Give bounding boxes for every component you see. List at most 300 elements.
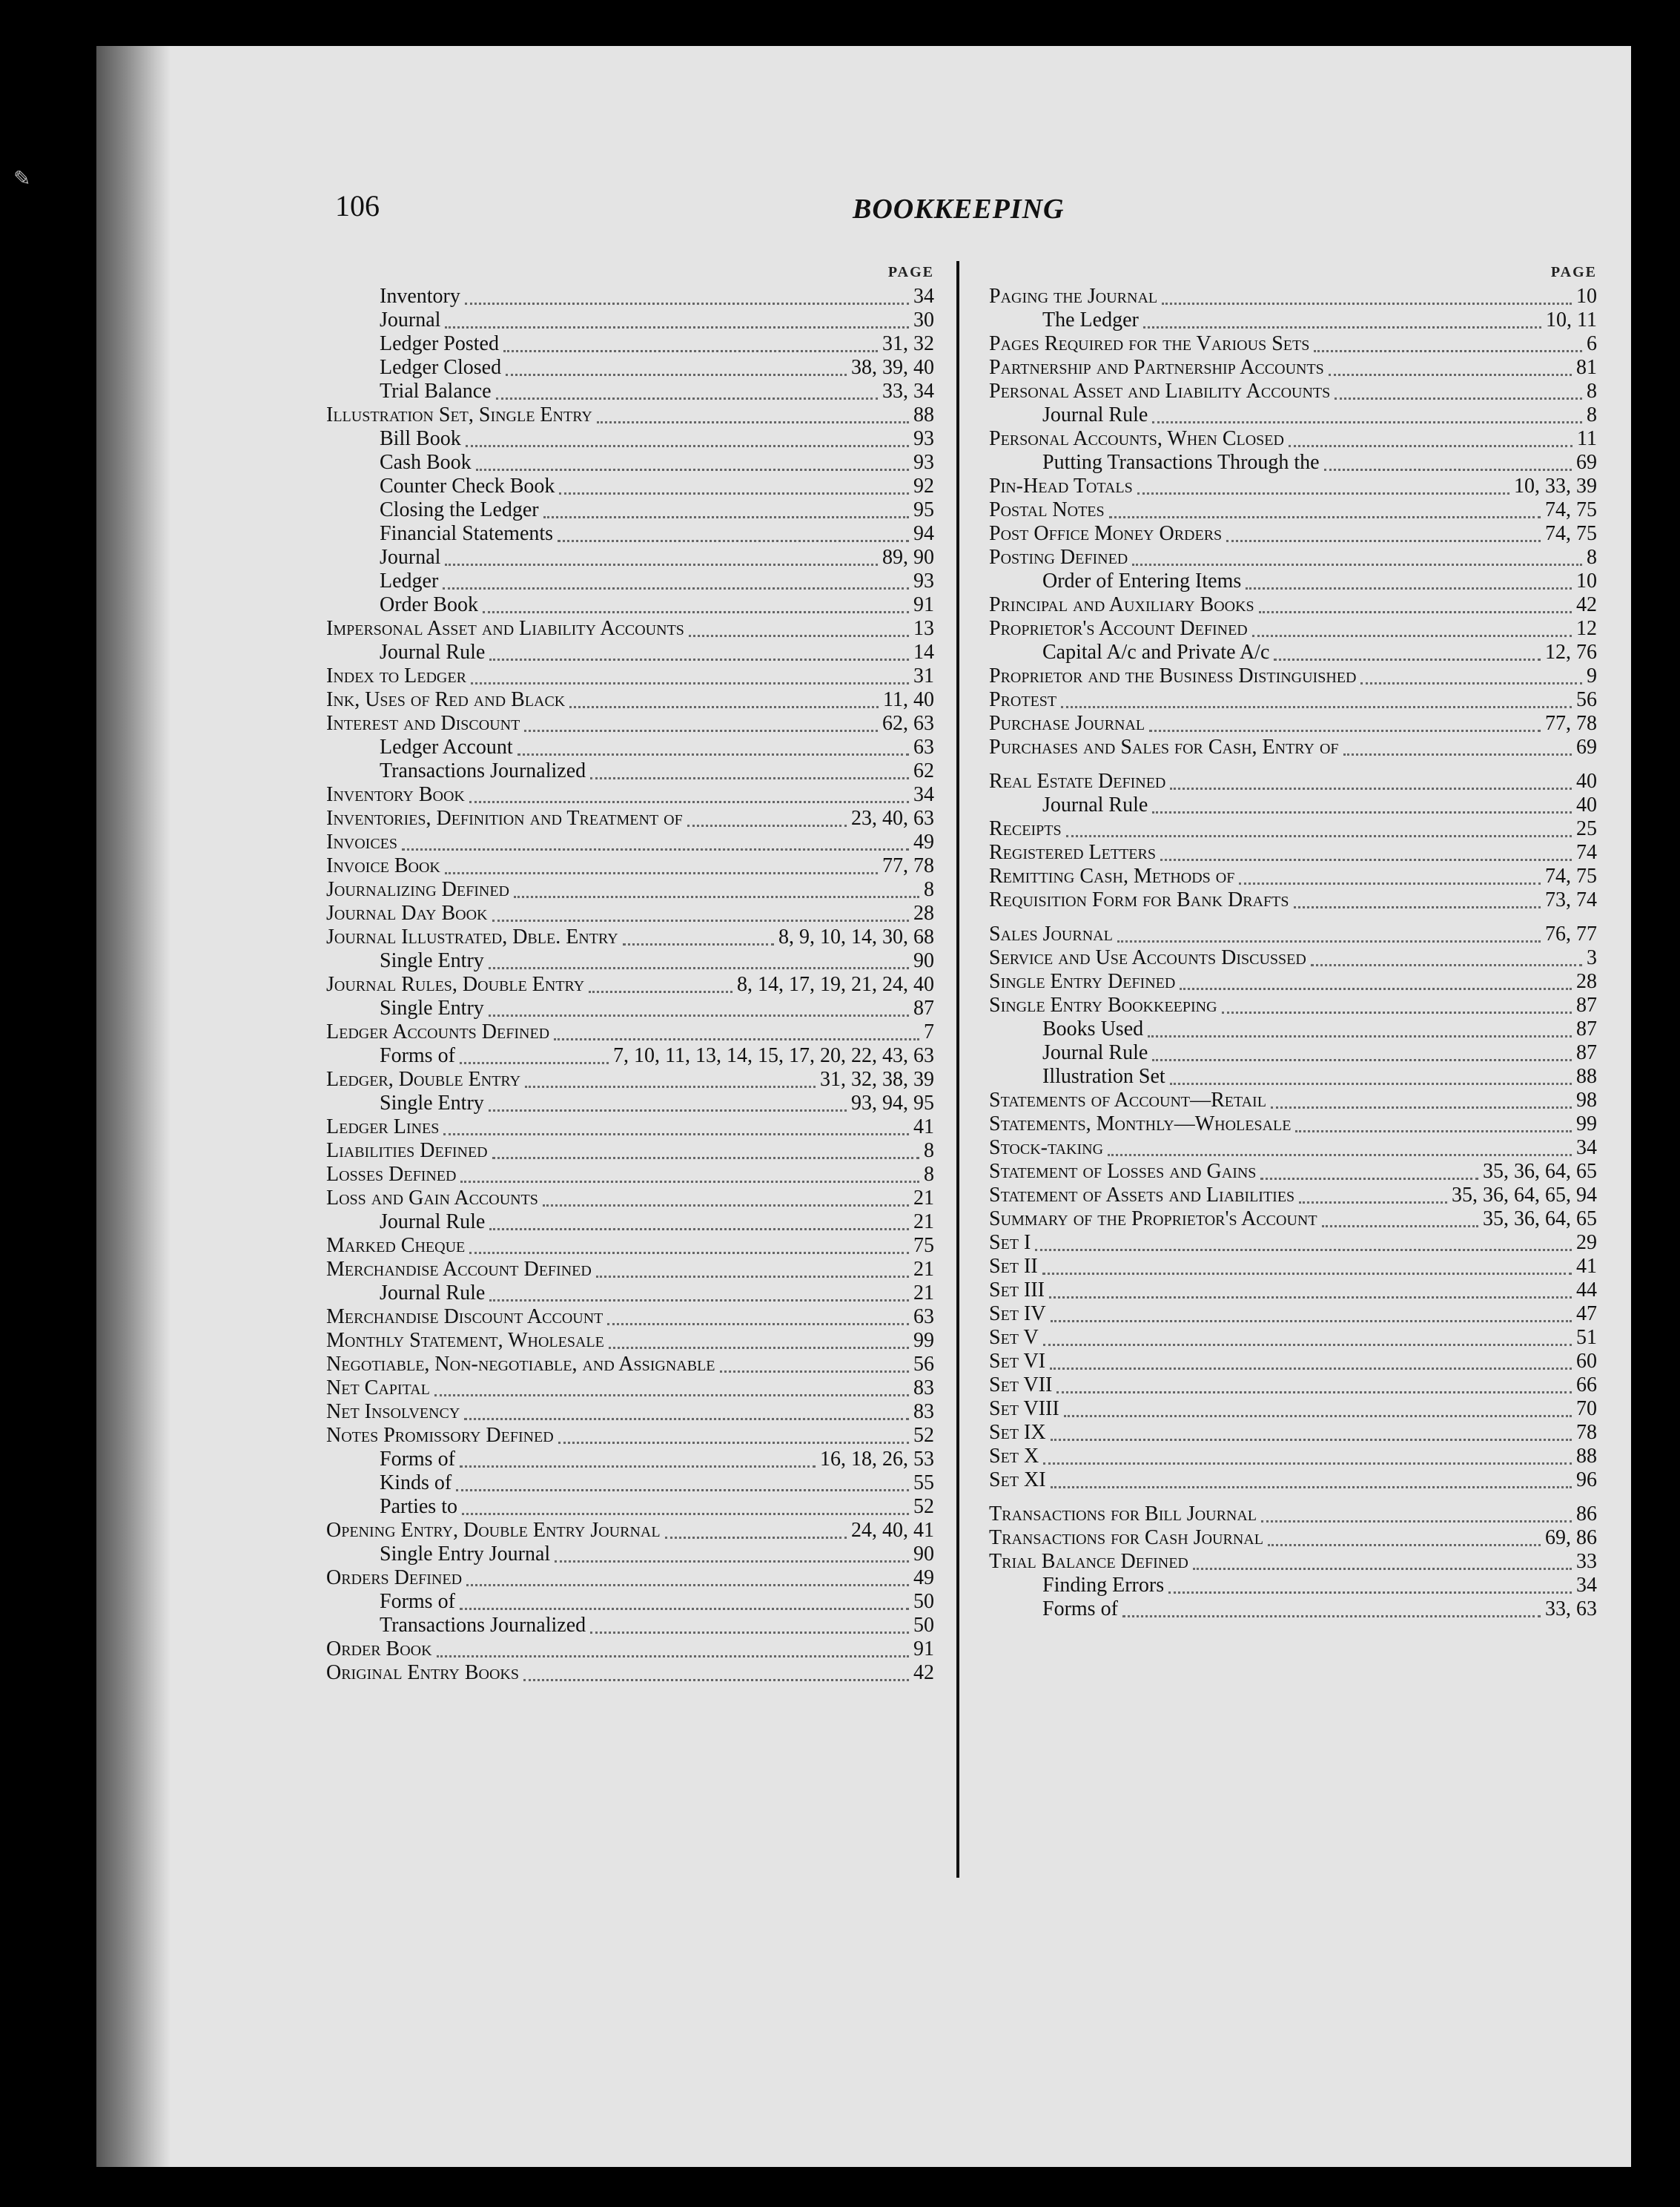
- dot-leader: [1299, 1188, 1447, 1204]
- index-entry: [989, 817, 1597, 841]
- page-references: 31, 32, 38, 39: [820, 1068, 934, 1091]
- page-references: 35, 36, 64, 65: [1483, 1160, 1597, 1183]
- index-entry: [989, 427, 1597, 451]
- page-references: 34: [1576, 1136, 1597, 1159]
- index-subentry: [326, 593, 934, 617]
- page-references: 74, 75: [1545, 522, 1597, 545]
- index-entry: [989, 1445, 1597, 1468]
- dot-leader: [1329, 360, 1572, 376]
- page-references: 99: [913, 1329, 934, 1352]
- dot-leader: [445, 550, 878, 566]
- entry-label: Ledger Posted: [380, 332, 499, 355]
- dot-leader: [460, 1594, 909, 1610]
- page-references: 49: [913, 1566, 934, 1589]
- dot-leader: [1143, 313, 1541, 329]
- entry-label: Transactions for Bill Journal: [989, 1502, 1257, 1525]
- dot-leader: [1311, 951, 1582, 966]
- index-entry: [989, 1421, 1597, 1445]
- entry-label: Marked Cheque: [326, 1234, 466, 1257]
- dot-leader: [558, 527, 909, 542]
- index-entry: [989, 946, 1597, 970]
- entry-label: Journal Rule: [380, 641, 486, 664]
- page-references: 93: [913, 427, 934, 450]
- entry-label: Interest and Discount: [326, 712, 520, 735]
- entry-label: Statement of Assets and Liabilities: [989, 1184, 1295, 1207]
- page-references: 51: [1576, 1326, 1597, 1349]
- dot-leader: [460, 1167, 919, 1183]
- dot-leader: [1051, 1473, 1572, 1488]
- entry-label: Illustration Set: [1042, 1065, 1165, 1088]
- index-entry: [326, 1234, 934, 1258]
- dot-leader: [1295, 1117, 1572, 1132]
- index-entry: [326, 973, 934, 997]
- dot-leader: [1108, 1141, 1572, 1156]
- page-references: 21: [913, 1281, 934, 1304]
- index-subentry: [989, 570, 1597, 593]
- index-entry: [326, 878, 934, 902]
- dot-leader: [1252, 621, 1572, 637]
- index-entry: [989, 1089, 1597, 1112]
- dot-leader: [514, 883, 919, 898]
- index-entry: [326, 1566, 934, 1590]
- page-references: 8: [1587, 546, 1597, 569]
- page-references: 60: [1576, 1350, 1597, 1373]
- entry-label: Journal Rule: [1042, 403, 1148, 426]
- dot-leader: [460, 1452, 816, 1468]
- entry-label: Purchase Journal: [989, 712, 1145, 735]
- page-references: 95: [913, 498, 934, 521]
- index-entry: [989, 888, 1597, 912]
- dot-leader: [1260, 1164, 1478, 1180]
- entry-label: Negotiable, Non-negotiable, and Assignable: [326, 1353, 715, 1376]
- entry-label: Parties to: [380, 1495, 457, 1518]
- page-references: 69, 86: [1545, 1526, 1597, 1549]
- index-entry: [326, 1068, 934, 1092]
- index-entry: [989, 1160, 1597, 1184]
- entry-label: Inventories, Definition and Treatment of: [326, 807, 683, 830]
- dot-leader: [559, 479, 909, 495]
- entry-label: Sales Journal: [989, 923, 1113, 946]
- page-references: 24, 40, 41: [851, 1519, 934, 1542]
- entry-label: Journal: [380, 546, 441, 569]
- dot-leader: [445, 859, 878, 874]
- entry-label: Set II: [989, 1255, 1038, 1278]
- page-references: 77, 78: [882, 854, 934, 877]
- index-entry: [326, 1424, 934, 1448]
- entry-label: Journal Day Book: [326, 902, 488, 925]
- dot-leader: [665, 1523, 847, 1539]
- entry-label: Single Entry Bookkeeping: [989, 994, 1217, 1017]
- page-references: 93: [913, 570, 934, 593]
- index-entry: [326, 1187, 934, 1210]
- dot-leader: [1152, 408, 1582, 423]
- index-subentry: [326, 1281, 934, 1305]
- dot-leader: [1170, 1069, 1572, 1085]
- page-references: 56: [1576, 688, 1597, 711]
- index-entry: [326, 807, 934, 831]
- page-references: 44: [1576, 1279, 1597, 1302]
- dot-leader: [1064, 1402, 1572, 1417]
- index-subentry: [326, 1092, 934, 1115]
- index-subentry: [326, 356, 934, 380]
- entry-label: Cash Book: [380, 451, 472, 474]
- page-references: 55: [913, 1471, 934, 1494]
- page-references: 16, 18, 26, 53: [820, 1448, 934, 1471]
- dot-leader: [465, 289, 909, 305]
- entry-label: Ledger Account: [380, 736, 513, 759]
- entry-label: Journal Rule: [1042, 794, 1148, 817]
- page-references: 90: [913, 1543, 934, 1566]
- entry-label: Post Office Money Orders: [989, 522, 1223, 545]
- index-entry: [326, 1661, 934, 1685]
- index-entry: [989, 1502, 1597, 1526]
- page-references: 40: [1576, 794, 1597, 817]
- index-entry: [326, 712, 934, 736]
- entry-label: Books Used: [1042, 1017, 1144, 1040]
- entry-label: Forms of: [380, 1590, 455, 1613]
- page-number: 106: [335, 189, 380, 222]
- index-entry: [989, 475, 1597, 498]
- page-references: 21: [913, 1258, 934, 1281]
- dot-leader: [1259, 598, 1572, 613]
- page-references: 52: [913, 1495, 934, 1518]
- index-entry: [989, 736, 1597, 759]
- dot-leader: [1162, 289, 1572, 305]
- entry-label: Journal Rule: [1042, 1041, 1148, 1064]
- dot-leader: [590, 1618, 909, 1634]
- page-references: 29: [1576, 1231, 1597, 1254]
- index-entry: [989, 923, 1597, 946]
- index-entry: [326, 1139, 934, 1163]
- entry-label: Original Entry Books: [326, 1661, 519, 1684]
- entry-label: Journalizing Defined: [326, 878, 509, 901]
- dot-leader: [476, 455, 909, 471]
- page-references: 42: [913, 1661, 934, 1684]
- index-subentry: [326, 380, 934, 403]
- entry-label: Invoices: [326, 831, 397, 854]
- page-references: 41: [913, 1115, 934, 1138]
- page-references: 35, 36, 64, 65: [1483, 1207, 1597, 1230]
- entry-label: Requisition Form for Bank Drafts: [989, 888, 1289, 911]
- entry-label: Postal Notes: [989, 498, 1105, 521]
- index-subentry: [326, 1543, 934, 1566]
- index-subentry: [989, 1597, 1597, 1621]
- index-entry: [326, 664, 934, 688]
- page-references: 87: [1576, 994, 1597, 1017]
- dot-leader: [543, 503, 909, 518]
- dot-leader: [1180, 974, 1572, 990]
- index-entry: [326, 1400, 934, 1424]
- index-entry: [989, 1302, 1597, 1326]
- dot-leader: [471, 669, 909, 684]
- entry-label: Capital A/c and Private A/c: [1042, 641, 1270, 664]
- entry-label: Invoice Book: [326, 854, 440, 877]
- index-subentry: [326, 736, 934, 759]
- entry-label: Pin-Head Totals: [989, 475, 1133, 498]
- page-references: 75: [913, 1234, 934, 1257]
- entry-label: Forms of: [380, 1448, 455, 1471]
- dot-leader: [489, 1096, 847, 1112]
- entry-label: Order Book: [326, 1637, 432, 1660]
- dot-leader: [434, 1381, 909, 1396]
- dot-leader: [1294, 893, 1541, 908]
- entry-label: Merchandise Discount Account: [326, 1305, 603, 1328]
- page-references: 63: [913, 736, 934, 759]
- page-references: 3: [1587, 946, 1597, 969]
- dot-leader: [1271, 1093, 1572, 1109]
- page-references: 73, 74: [1545, 888, 1597, 911]
- entry-label: Set V: [989, 1326, 1039, 1349]
- entry-label: Set IX: [989, 1421, 1046, 1444]
- page-references: 69: [1576, 736, 1597, 759]
- dot-leader: [466, 432, 909, 447]
- index-entry: [989, 1112, 1597, 1136]
- page-references: 34: [913, 285, 934, 308]
- entry-label: Journal: [380, 309, 441, 331]
- index-entry: [989, 593, 1597, 617]
- dot-leader: [1360, 669, 1582, 684]
- index-subentry: [326, 309, 934, 332]
- entry-label: Kinds of: [380, 1471, 452, 1494]
- page-references: 40: [1576, 770, 1597, 793]
- page-references: 70: [1576, 1397, 1597, 1420]
- page-references: 96: [1576, 1468, 1597, 1491]
- dot-leader: [1056, 1378, 1572, 1393]
- entry-label: Partnership and Partnership Accounts: [989, 356, 1324, 379]
- dot-leader: [1043, 1330, 1572, 1346]
- page-references: 13: [913, 617, 934, 640]
- entry-label: Ledger Accounts Defined: [326, 1020, 550, 1043]
- entry-label: Journal Rules, Double Entry: [326, 973, 585, 996]
- page-references: 21: [913, 1210, 934, 1233]
- dot-leader: [687, 811, 847, 827]
- entry-label: Journal Rule: [380, 1210, 486, 1233]
- dot-leader: [1117, 927, 1541, 943]
- index-subentry: [326, 759, 934, 783]
- index-entry: [989, 1468, 1597, 1492]
- page-references: 78: [1576, 1421, 1597, 1444]
- index-subentry: [326, 522, 934, 546]
- index-entry: [989, 712, 1597, 736]
- entry-label: Statement of Losses and Gains: [989, 1160, 1257, 1183]
- index-entry: [989, 1373, 1597, 1397]
- page-references: 62: [913, 759, 934, 782]
- index-entry: [989, 522, 1597, 546]
- dot-leader: [443, 1120, 909, 1135]
- page-references: 88: [913, 403, 934, 426]
- page-references: 93: [913, 451, 934, 474]
- entry-label: Paging the Journal: [989, 285, 1158, 308]
- dot-leader: [554, 1025, 919, 1040]
- entry-label: Bill Book: [380, 427, 461, 450]
- dot-leader: [1035, 1236, 1572, 1251]
- page-references: 8: [1587, 403, 1597, 426]
- index-subentry: [989, 1574, 1597, 1597]
- page-references: 94: [913, 522, 934, 545]
- page-references: 87: [1576, 1041, 1597, 1064]
- page-references: 90: [913, 949, 934, 972]
- index-subentry: [326, 949, 934, 973]
- dot-leader: [590, 764, 909, 779]
- dot-leader: [1170, 774, 1572, 790]
- index-entry: [326, 926, 934, 949]
- page-references: 8, 14, 17, 19, 21, 24, 40: [737, 973, 934, 996]
- page-references: 89, 90: [882, 546, 934, 569]
- entry-label: Set IV: [989, 1302, 1046, 1325]
- page-references: 11, 40: [883, 688, 934, 711]
- page-references: 6: [1587, 332, 1597, 355]
- index-subentry: [989, 1041, 1597, 1065]
- page-references: 12, 76: [1545, 641, 1597, 664]
- page-references: 83: [913, 1376, 934, 1399]
- index-subentry: [326, 546, 934, 570]
- page-references: 91: [913, 593, 934, 616]
- entry-label: Ledger Lines: [326, 1115, 440, 1138]
- dot-leader: [1049, 1283, 1572, 1299]
- entry-label: Set VI: [989, 1350, 1046, 1373]
- page-references: 91: [913, 1637, 934, 1660]
- dot-leader: [489, 1286, 909, 1302]
- dot-leader: [523, 1666, 909, 1681]
- entry-label: Set III: [989, 1279, 1045, 1302]
- dot-leader: [1148, 1022, 1572, 1037]
- index-entry: [989, 1350, 1597, 1373]
- entry-label: Forms of: [380, 1044, 455, 1067]
- entry-label: Set X: [989, 1445, 1039, 1468]
- dot-leader: [1314, 337, 1582, 352]
- dot-leader: [524, 716, 878, 732]
- page-references: 31, 32: [882, 332, 934, 355]
- index-subentry: [326, 1471, 934, 1495]
- running-title: BOOKKEEPING: [853, 194, 1065, 225]
- dot-leader: [596, 1262, 909, 1278]
- index-subentry: [326, 1210, 934, 1234]
- entry-label: The Ledger: [1042, 309, 1139, 331]
- dot-leader: [543, 1191, 909, 1207]
- page-references: 8: [924, 1139, 934, 1162]
- index-subentry: [326, 1044, 934, 1068]
- entry-label: Posting Defined: [989, 546, 1128, 569]
- page-references: 47: [1576, 1302, 1597, 1325]
- entry-label: Merchandise Account Defined: [326, 1258, 592, 1281]
- entry-label: Liabilities Defined: [326, 1139, 488, 1162]
- dot-leader: [489, 645, 909, 661]
- index-subentry: [326, 1614, 934, 1637]
- page-references: 8: [1587, 380, 1597, 403]
- dot-leader: [1066, 822, 1572, 837]
- index-entry: [989, 356, 1597, 380]
- index-subentry: [326, 641, 934, 664]
- index-entry: [326, 403, 934, 427]
- page-references: 66: [1576, 1373, 1597, 1396]
- index-entry: [326, 902, 934, 926]
- index-entry: [989, 1207, 1597, 1231]
- entry-label: Set I: [989, 1231, 1031, 1254]
- page-references: 23, 40, 63: [851, 807, 934, 830]
- page-references: 74, 75: [1545, 498, 1597, 521]
- index-subentry: [326, 332, 934, 356]
- entry-label: Transactions Journalized: [380, 759, 586, 782]
- index-entry: [326, 1305, 934, 1329]
- entry-label: Finding Errors: [1042, 1574, 1165, 1597]
- dot-leader: [489, 954, 909, 969]
- index-entry: [326, 1376, 934, 1400]
- dot-leader: [462, 1500, 909, 1515]
- page-references: 7, 10, 11, 13, 14, 15, 17, 20, 22, 43, 63: [613, 1044, 934, 1067]
- page-references: 7: [924, 1020, 934, 1043]
- entry-label: Single Entry: [380, 1092, 484, 1115]
- index-entry: [326, 688, 934, 712]
- entry-label: Trial Balance Defined: [989, 1550, 1188, 1573]
- page-references: 62, 63: [882, 712, 934, 735]
- page-references: 76, 77: [1545, 923, 1597, 946]
- dot-leader: [1137, 479, 1509, 495]
- page-references: 38, 39, 40: [851, 356, 934, 379]
- dot-leader: [1042, 1259, 1572, 1275]
- entry-label: Opening Entry, Double Entry Journal: [326, 1519, 661, 1542]
- page-references: 42: [1576, 593, 1597, 616]
- dot-leader: [1222, 998, 1572, 1014]
- entry-label: Journal Illustrated, Dble. Entry: [326, 926, 618, 949]
- index-column-left: [326, 264, 934, 1685]
- dot-leader: [589, 977, 732, 993]
- dot-leader: [489, 1001, 909, 1017]
- dot-leader: [437, 1642, 909, 1657]
- entry-label: Personal Asset and Liability Accounts: [989, 380, 1331, 403]
- index-subentry: [326, 570, 934, 593]
- index-entry: [989, 1255, 1597, 1279]
- index-entry: [989, 546, 1597, 570]
- entry-label: Registered Letters: [989, 841, 1156, 864]
- page-column-label: PAGE: [1550, 264, 1597, 280]
- page-references: 8: [924, 878, 934, 901]
- page-references: 74, 75: [1545, 865, 1597, 888]
- page-references: 99: [1576, 1112, 1597, 1135]
- page-references: 81: [1576, 356, 1597, 379]
- page-references: 50: [913, 1590, 934, 1613]
- index-entry: [326, 1329, 934, 1353]
- page-references: 92: [913, 475, 934, 498]
- index-subentry: [326, 451, 934, 475]
- index-entry: [989, 1550, 1597, 1574]
- index-entry: [989, 380, 1597, 403]
- page-references: 21: [913, 1187, 934, 1210]
- index-subentry: [989, 1017, 1597, 1041]
- entry-label: Ledger: [380, 570, 439, 593]
- dot-leader: [558, 1428, 909, 1444]
- index-subentry: [326, 1495, 934, 1519]
- dot-leader: [1239, 869, 1541, 885]
- page-references: 34: [1576, 1574, 1597, 1597]
- entry-label: Orders Defined: [326, 1566, 463, 1589]
- entry-label: Illustration Set, Single Entry: [326, 403, 592, 426]
- index-entry: [326, 1353, 934, 1376]
- dot-leader: [623, 930, 774, 946]
- index-entry: [989, 1397, 1597, 1421]
- dot-leader: [1152, 798, 1572, 814]
- entry-label: Service and Use Accounts Discussed: [989, 946, 1306, 969]
- index-entry: [989, 285, 1597, 309]
- entry-label: Ink, Uses of Red and Black: [326, 688, 566, 711]
- dot-leader: [1160, 845, 1572, 861]
- dot-leader: [469, 788, 909, 803]
- index-entry: [989, 770, 1597, 794]
- index-entry: [326, 1163, 934, 1187]
- entry-label: Losses Defined: [326, 1163, 457, 1186]
- index-entry: [326, 1258, 934, 1281]
- page-references: 10: [1576, 285, 1597, 308]
- dot-leader: [1122, 1602, 1541, 1617]
